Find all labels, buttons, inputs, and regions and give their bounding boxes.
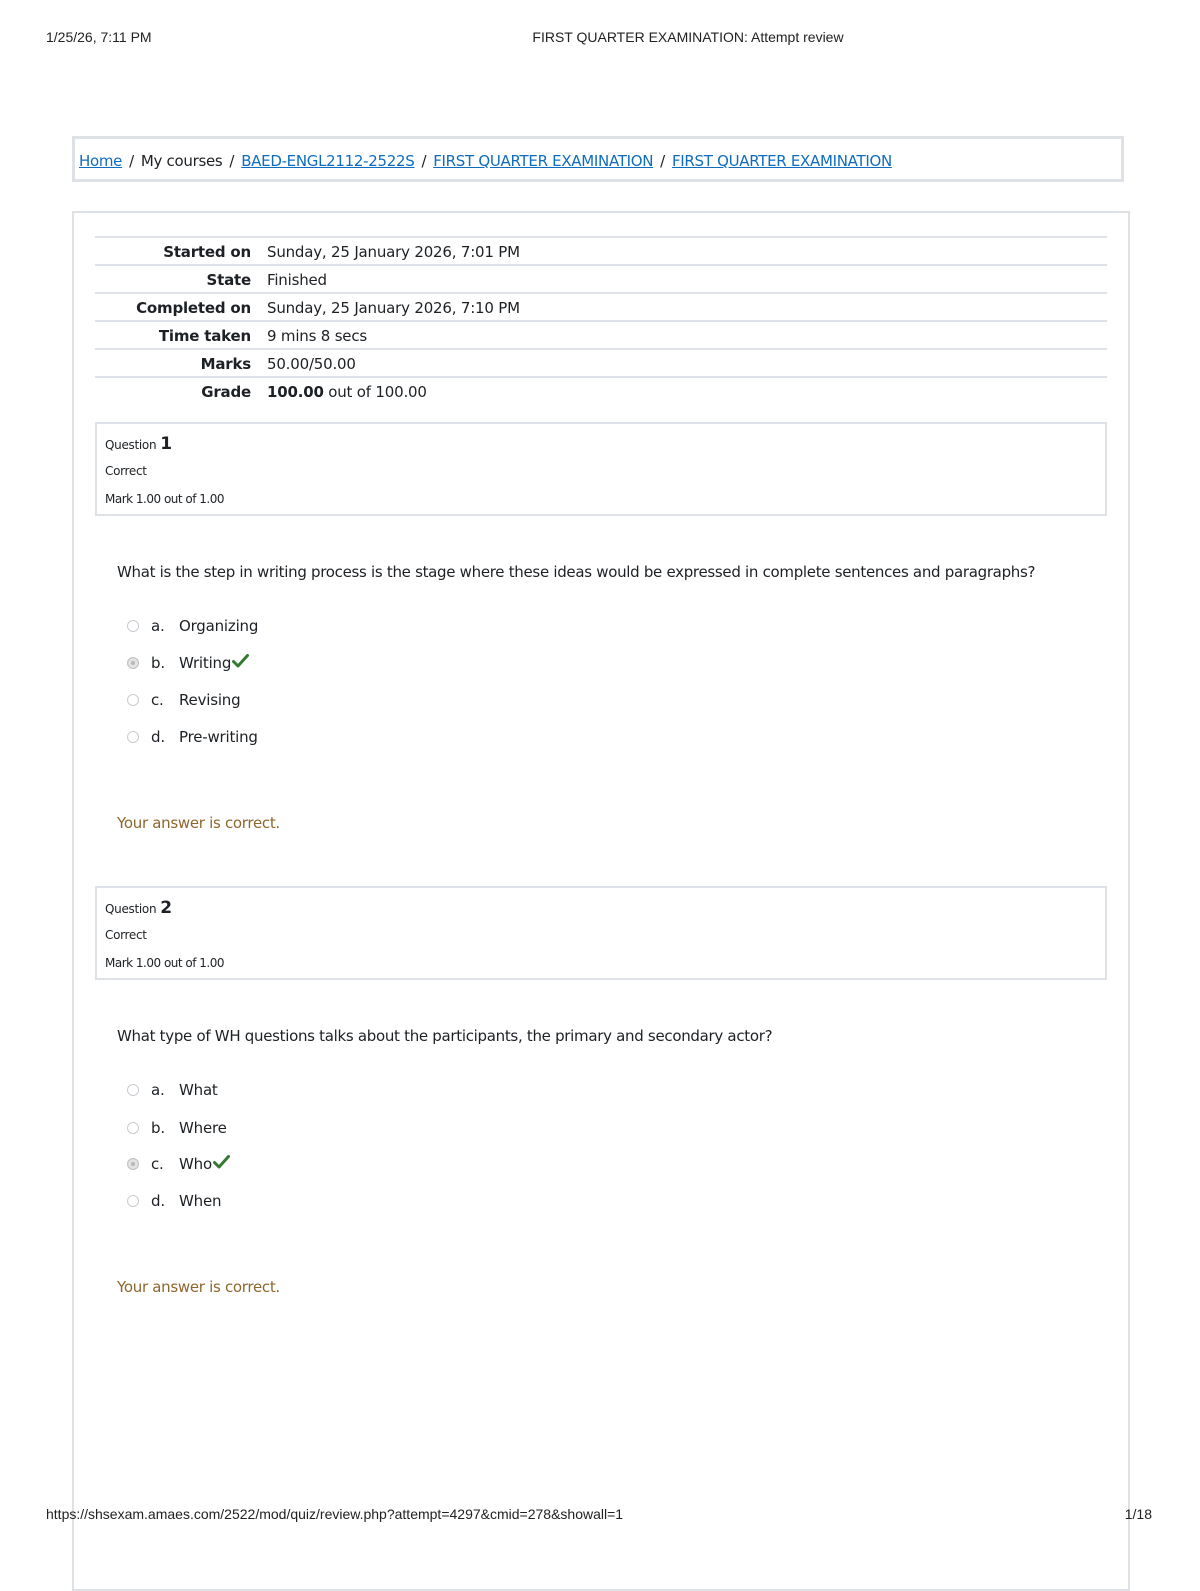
summary-value: Finished <box>267 271 327 289</box>
radio-button[interactable] <box>127 1195 139 1207</box>
option-text: Writing <box>179 654 232 672</box>
summary-label: Started on <box>163 243 251 261</box>
answer-feedback: Your answer is correct. <box>117 814 280 832</box>
radio-button[interactable] <box>127 620 139 632</box>
summary-label: State <box>206 271 251 289</box>
summary-row-started-on <box>95 236 1107 264</box>
option-text-wrapper <box>179 654 249 672</box>
summary-value: Sunday, 25 January 2026, 7:01 PM <box>267 243 520 261</box>
radio-button[interactable] <box>127 694 139 706</box>
option-text-wrapper <box>179 1155 230 1173</box>
question-number-value: 1 <box>160 434 172 454</box>
option-letter: a. <box>151 1081 165 1099</box>
grade-out-of: out of 100.00 <box>328 383 427 401</box>
breadcrumb-container <box>72 136 1124 182</box>
print-page-number: 1/18 <box>1124 1506 1152 1522</box>
radio-button[interactable] <box>127 1122 139 1134</box>
question-number <box>105 434 172 454</box>
summary-value: 9 mins 8 secs <box>267 327 367 345</box>
breadcrumb-separator: / <box>129 152 134 170</box>
question-info-box <box>95 886 1107 980</box>
breadcrumb-course-link[interactable]: BAED-ENGL2112-2522S <box>241 152 415 170</box>
summary-row-marks <box>95 348 1107 376</box>
question-label: Question <box>105 438 157 452</box>
breadcrumb-quiz-link[interactable]: FIRST QUARTER EXAMINATION <box>671 152 892 170</box>
option-letter: d. <box>151 728 165 746</box>
check-icon <box>232 654 249 668</box>
question-mark: Mark 1.00 out of 1.00 <box>105 492 225 506</box>
summary-row-completed-on <box>95 292 1107 320</box>
option-letter: b. <box>151 1119 165 1137</box>
print-footer <box>0 1506 1200 1526</box>
question-mark: Mark 1.00 out of 1.00 <box>105 956 225 970</box>
summary-row-time-taken <box>95 320 1107 348</box>
question-text: What is the step in writing process is the stage where these ideas would be expressed in complete sentences and paragraphs? <box>117 563 1036 581</box>
breadcrumb <box>79 152 892 170</box>
question-label: Question <box>105 902 157 916</box>
summary-value: 50.00/50.00 <box>267 355 356 373</box>
print-page-title: FIRST QUARTER EXAMINATION: Attempt review <box>532 29 844 45</box>
print-datetime: 1/25/26, 7:11 PM <box>46 29 152 45</box>
question-text: What type of WH questions talks about the participants, the primary and secondary actor? <box>117 1027 773 1045</box>
summary-row-state <box>95 264 1107 292</box>
print-header <box>0 29 1200 49</box>
radio-button-checked[interactable] <box>127 657 139 669</box>
answer-feedback: Your answer is correct. <box>117 1278 280 1296</box>
print-url: https://shsexam.amaes.com/2522/mod/quiz/review.php?attempt=4297&cmid=278&showall=1 <box>46 1506 624 1522</box>
attempt-summary-table <box>95 236 1107 408</box>
question-number <box>105 898 172 918</box>
breadcrumb-section-link[interactable]: FIRST QUARTER EXAMINATION <box>433 152 654 170</box>
summary-label: Marks <box>200 355 251 373</box>
radio-button-checked[interactable] <box>127 1158 139 1170</box>
option-text: Pre-writing <box>179 728 258 746</box>
option-text: Who <box>179 1155 212 1173</box>
check-icon <box>213 1155 230 1169</box>
option-letter: d. <box>151 1192 165 1210</box>
breadcrumb-separator: / <box>229 152 235 170</box>
breadcrumb-home-link[interactable]: Home <box>79 152 123 170</box>
summary-label: Grade <box>201 383 251 401</box>
radio-button[interactable] <box>127 1084 139 1096</box>
question-info-box <box>95 422 1107 516</box>
question-number-value: 2 <box>160 898 172 918</box>
option-text: When <box>179 1192 222 1210</box>
radio-button[interactable] <box>127 731 139 743</box>
summary-value <box>267 383 427 401</box>
summary-row-grade <box>95 376 1107 408</box>
option-text: Organizing <box>179 617 259 635</box>
option-letter: c. <box>151 1155 164 1173</box>
option-letter: a. <box>151 617 165 635</box>
summary-value: Sunday, 25 January 2026, 7:10 PM <box>267 299 520 317</box>
breadcrumb-my-courses: My courses <box>140 152 223 170</box>
question-state: Correct <box>105 464 147 478</box>
summary-label: Completed on <box>136 299 251 317</box>
option-letter: b. <box>151 654 165 672</box>
grade-value: 100.00 <box>267 383 324 401</box>
option-letter: c. <box>151 691 164 709</box>
breadcrumb-separator: / <box>660 152 665 170</box>
summary-label: Time taken <box>158 327 251 345</box>
option-text: Where <box>179 1119 227 1137</box>
option-text: What <box>179 1081 218 1099</box>
question-state: Correct <box>105 928 147 942</box>
option-text: Revising <box>179 691 241 709</box>
breadcrumb-separator: / <box>421 152 427 170</box>
